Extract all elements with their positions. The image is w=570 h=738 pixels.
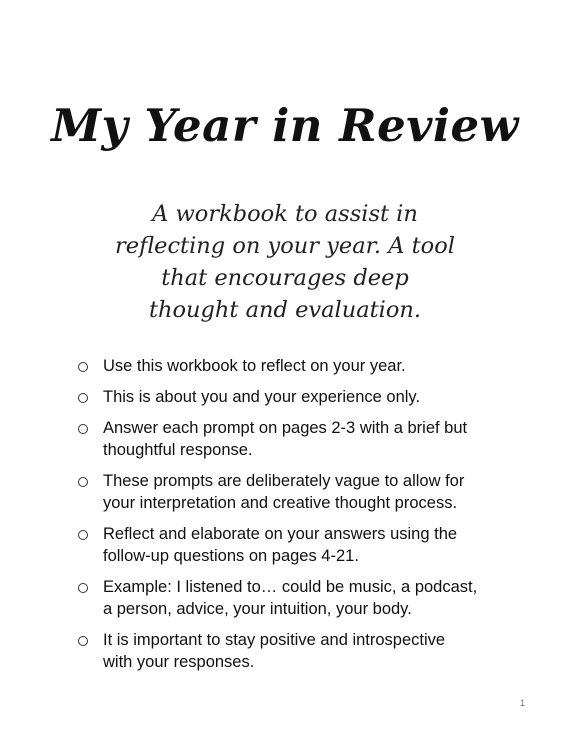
page-title: My Year in Review (51, 99, 519, 152)
circle-bullet-icon (78, 362, 88, 372)
list-item-text: Reflect and elaborate on your answers using the (103, 525, 458, 543)
list-item-text: Example: I listened to… could be music, a podcast, (103, 578, 478, 596)
list-item-text: Use this workbook to reflect on your year. (103, 357, 406, 375)
list-item-text: Answer each prompt on pages 2-3 with a brief but (103, 419, 468, 437)
list-item (0, 386, 498, 408)
list-item-text: a person, advice, your intuition, your body. (103, 600, 412, 618)
circle-bullet-icon (78, 636, 88, 646)
circle-bullet-icon (78, 583, 88, 593)
list-item-text: with your responses. (103, 653, 255, 671)
circle-bullet-icon (78, 477, 88, 487)
circle-bullet-icon (78, 393, 88, 403)
subtitle-line: thought and evaluation. (148, 297, 422, 323)
subtitle-line: reflecting on your year. A tool (115, 233, 455, 259)
list-item-text: thoughtful response. (103, 441, 253, 459)
list-item (0, 629, 498, 673)
list-item-text: It is important to stay positive and introspective (103, 631, 446, 649)
subtitle-line: A workbook to assist in (152, 201, 418, 227)
list-item-text: These prompts are deliberately vague to allow for (103, 472, 465, 490)
list-item-text: follow-up questions on pages 4-21. (103, 547, 359, 565)
circle-bullet-icon (78, 530, 88, 540)
list-item (0, 355, 498, 377)
circle-bullet-icon (78, 424, 88, 434)
list-item (0, 576, 498, 620)
list-item-text: your interpretation and creative thought process. (103, 494, 458, 512)
list-item (0, 417, 498, 461)
page-number: 1 (519, 698, 525, 708)
instruction-list (0, 355, 570, 673)
subtitle (95, 198, 475, 326)
subtitle-line: that encourages deep (161, 265, 409, 291)
list-item (0, 470, 498, 514)
list-item (0, 523, 498, 567)
list-item-text: This is about you and your experience only. (103, 388, 421, 406)
